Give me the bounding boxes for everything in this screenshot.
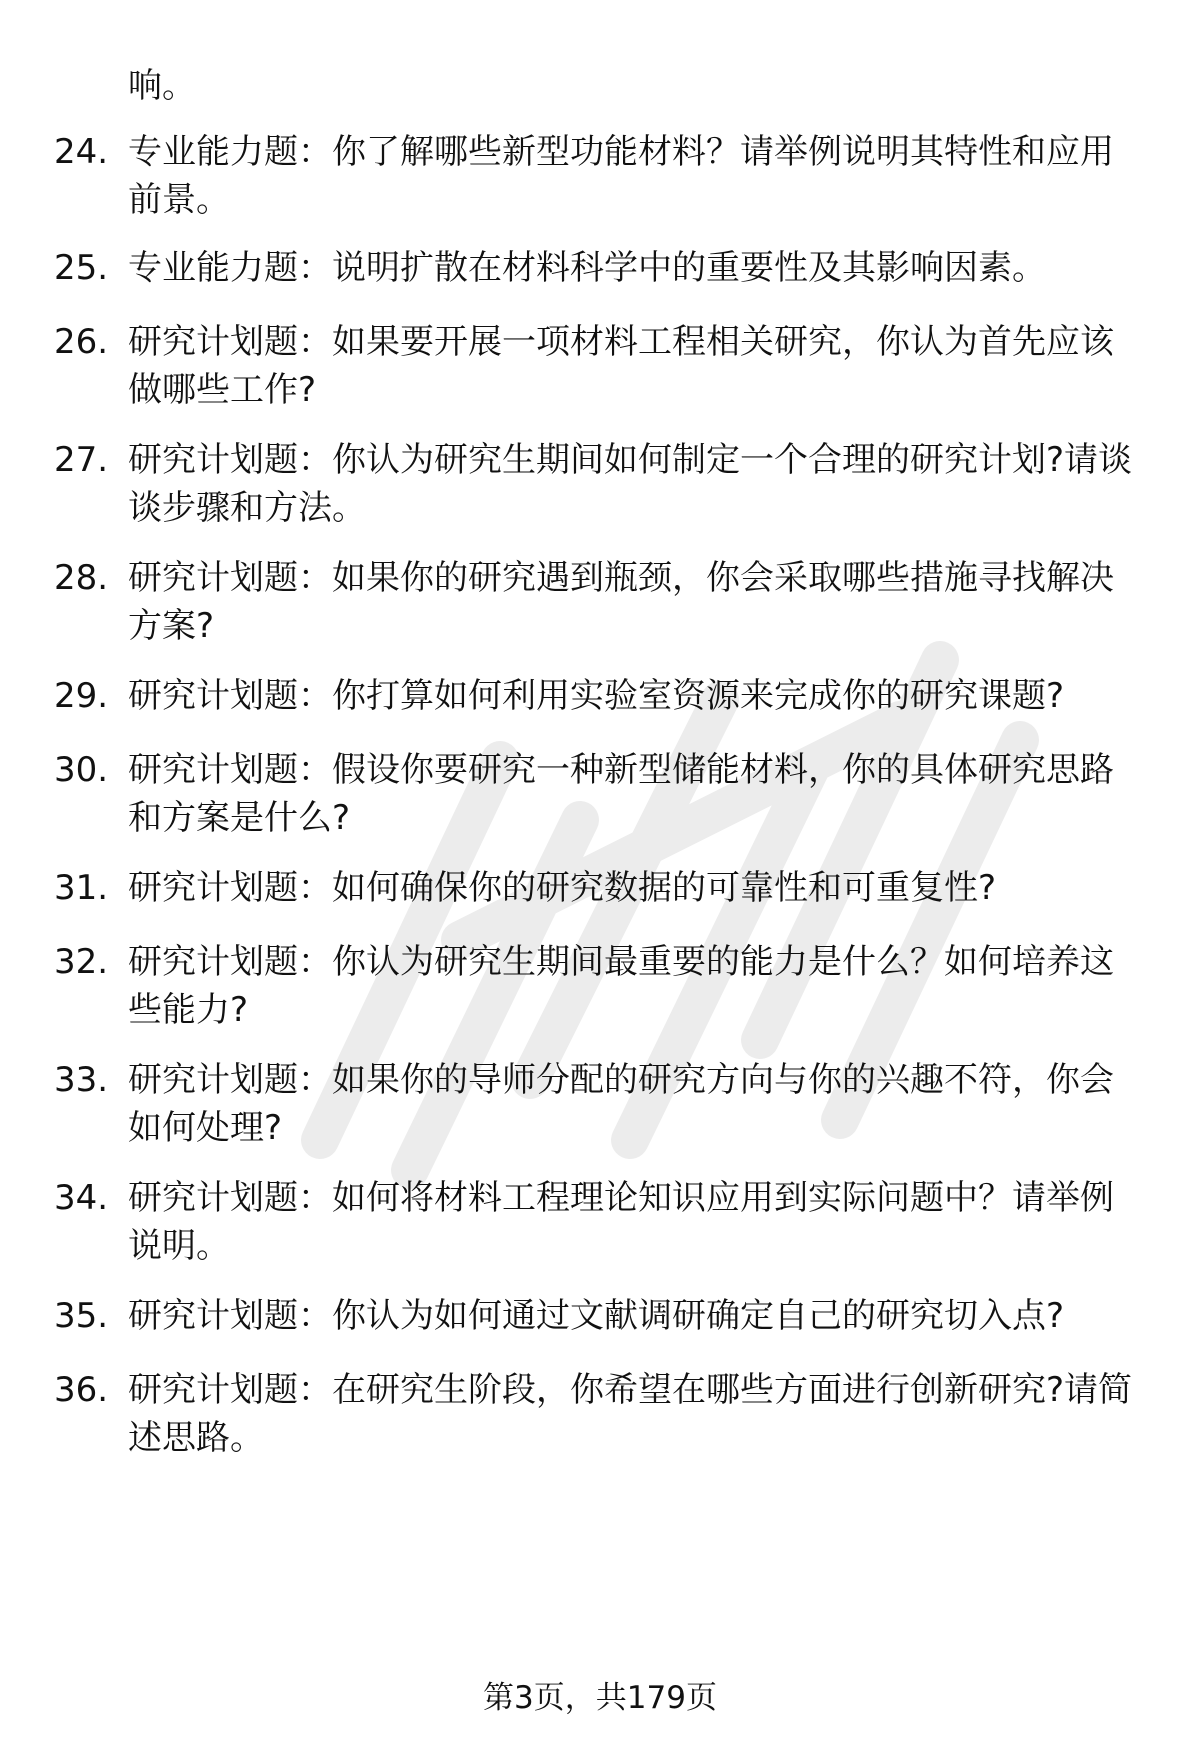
page-footer: 第3页，共179页 [483, 1680, 717, 1716]
question-number: 31. [54, 868, 109, 908]
question-text: 研究计划题：如果你的导师分配的研究方向与你的兴趣不符，你会如何处理? [128, 1060, 1114, 1148]
question-number: 30. [54, 750, 109, 790]
list-item [54, 128, 1144, 224]
list-item [54, 864, 1144, 912]
list-item [54, 746, 1144, 842]
list-item [54, 672, 1144, 720]
list-item [54, 436, 1144, 532]
question-number: 24. [54, 132, 109, 172]
question-text: 专业能力题：你了解哪些新型功能材料？请举例说明其特性和应用前景。 [128, 132, 1114, 220]
question-number: 25. [54, 248, 109, 288]
question-number: 26. [54, 322, 109, 362]
question-number: 33. [54, 1060, 109, 1100]
question-text: 研究计划题：如果要开展一项材料工程相关研究，你认为首先应该做哪些工作? [128, 322, 1114, 410]
question-text: 研究计划题：你认为研究生期间最重要的能力是什么？如何培养这些能力? [128, 942, 1114, 1030]
question-number: 29. [54, 676, 109, 716]
list-item [54, 244, 1144, 292]
question-text: 研究计划题：假设你要研究一种新型储能材料，你的具体研究思路和方案是什么? [128, 750, 1114, 838]
question-text: 专业能力题：说明扩散在材料科学中的重要性及其影响因素。 [128, 248, 1046, 288]
question-number: 27. [54, 440, 109, 480]
list-item [54, 1174, 1144, 1270]
question-text: 研究计划题：在研究生阶段，你希望在哪些方面进行创新研究?请简述思路。 [128, 1370, 1133, 1458]
question-text: 研究计划题：你认为研究生期间如何制定一个合理的研究计划?请谈谈步骤和方法。 [128, 440, 1133, 528]
question-text: 研究计划题：你打算如何利用实验室资源来完成你的研究课题? [128, 676, 1065, 716]
question-number: 36. [54, 1370, 109, 1410]
question-text: 研究计划题：如何确保你的研究数据的可靠性和可重复性? [128, 868, 997, 908]
question-number: 32. [54, 942, 109, 982]
list-item [54, 1366, 1144, 1462]
list-item [54, 938, 1144, 1034]
question-text: 研究计划题：你认为如何通过文献调研确定自己的研究切入点? [128, 1296, 1065, 1336]
list-item [54, 318, 1144, 414]
list-item [54, 1056, 1144, 1152]
question-number: 28. [54, 558, 109, 598]
list-item [54, 554, 1144, 650]
continuation-text: 响。 [128, 66, 196, 106]
list-item [54, 1292, 1144, 1340]
question-text: 研究计划题：如果你的研究遇到瓶颈，你会采取哪些措施寻找解决方案? [128, 558, 1114, 646]
question-number: 35. [54, 1296, 109, 1336]
question-number: 34. [54, 1178, 109, 1218]
question-text: 研究计划题：如何将材料工程理论知识应用到实际问题中？请举例说明。 [128, 1178, 1114, 1266]
